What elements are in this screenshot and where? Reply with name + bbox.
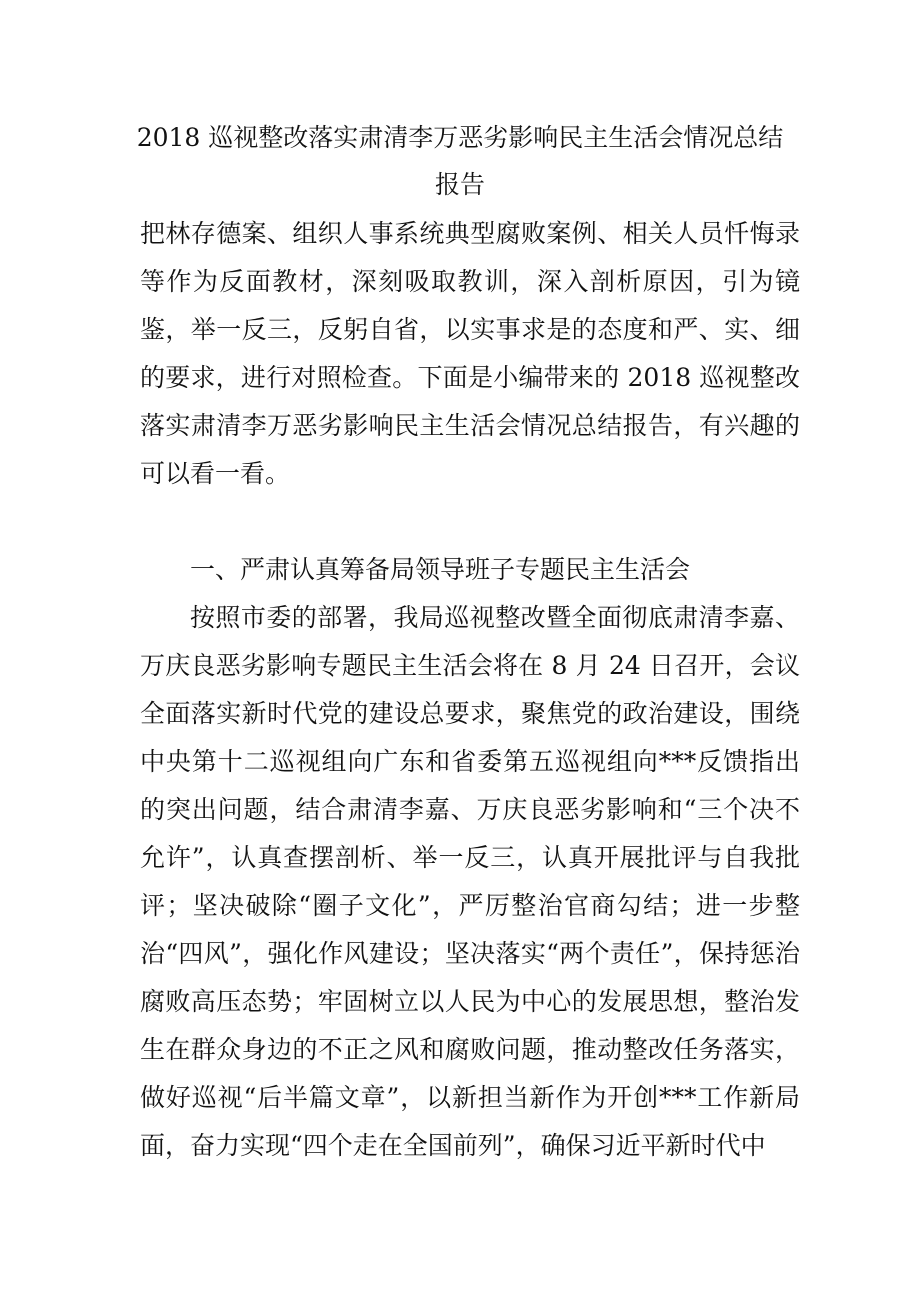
section-1-paragraph: 按照市委的部署，我局巡视整改暨全面彻底肃清李嘉、万庆良恶劣影响专题民主生活会将在 8 月 24 日召开，会议全面落实新时代党的建设总要求，聚焦党的政治建设，围绕中央第十二巡视组向广东和省委第五巡视组向***反馈指出的突出问题，结合肃清李嘉、万庆良恶劣影响和“三个决不允许”，认真查摆剖析、举一反三，认真开展批评与自我批评；坚决破除“圈子文化”，严厉整治官商勾结；进一步整治“四风”，强化作风建设；坚决落实“两个责任”，保持惩治腐败高压态势；牢固树立以人民为中心的发展思想，整治发生在群众身边的不正之风和腐败问题，推动整改任务落实，做好巡视“后半篇文章”，以新担当新作为开创***工作新局面，奋力实现“四个走在全国前列”，确保习近平新时代中 xyxy=(140,603,800,1160)
document-title-line-1: 2018 巡视整改落实肃清李万恶劣影响民主生活会情况总结 xyxy=(136,123,784,152)
section-1-heading: 一、严肃认真筹备局领导班子专题民主生活会 xyxy=(190,555,691,584)
document-title-line-2: 报告 xyxy=(434,170,485,199)
intro-paragraph: 把林存德案、组织人事系统典型腐败案例、相关人员忏悔录等作为反面教材，深刻吸取教训，深入剖析原因，引为镜鉴，举一反三，反躬自省，以实事求是的态度和严、实、细的要求，进行对照检查。下面是小编带来的 2018 巡视整改落实肃清李万恶劣影响民主生活会情况总结报告，有兴趣的可以看一看。 xyxy=(140,219,800,488)
